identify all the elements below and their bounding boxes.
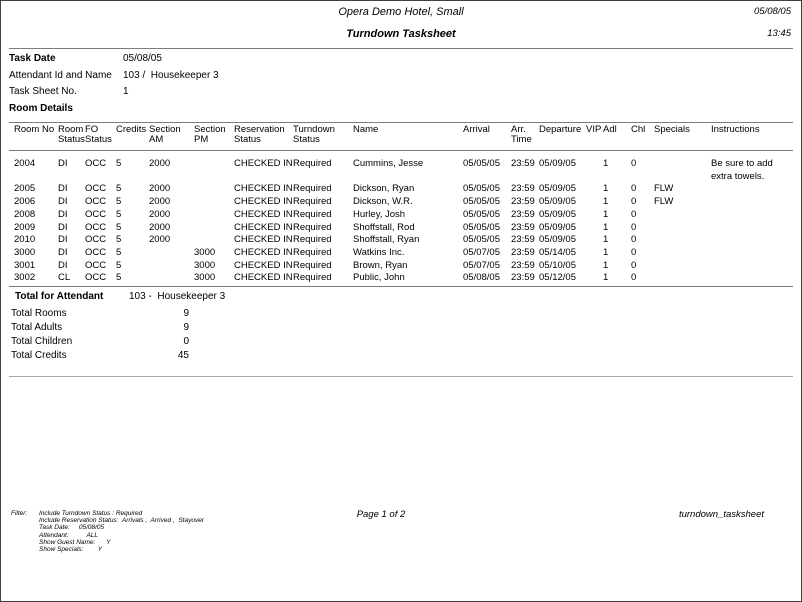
cell-reservation_status: CHECKED IN <box>234 246 293 258</box>
total-row-label: Total Adults <box>11 321 63 333</box>
cell-instructions <box>711 272 791 285</box>
col-header-adl: Adl <box>603 124 617 135</box>
cell-chl: 0 <box>631 259 637 271</box>
filter-label: Filter: <box>11 510 28 517</box>
cell-reservation_status: CHECKED IN <box>234 259 293 271</box>
print-date: 05/08/05 <box>754 6 791 17</box>
cell-section_pm <box>194 234 234 247</box>
cell-name: Shoffstall, Rod <box>353 221 415 233</box>
task-sheet-no-row <box>1 86 801 101</box>
cell-arr_time: 23:59 <box>511 221 535 233</box>
cell-credits: 5 <box>116 272 122 284</box>
cell-adl: 1 <box>603 272 609 284</box>
cell-vip <box>586 222 603 235</box>
cell-section_am <box>149 247 194 260</box>
cell-adl: 1 <box>603 196 609 208</box>
cell-section_am: 2000 <box>149 196 171 208</box>
cell-name: Brown, Ryan <box>353 259 408 271</box>
cell-section_am: 2000 <box>149 158 171 169</box>
report-title: Turndown Tasksheet <box>346 28 456 40</box>
cell-room_status: DI <box>58 221 68 233</box>
cell-credits: 5 <box>116 183 122 195</box>
cell-room_no: 3002 <box>14 272 36 284</box>
cell-section_pm <box>194 183 234 196</box>
col-header-name: Name <box>353 124 379 135</box>
attendant-value: 103 / Housekeeper 3 <box>123 70 219 81</box>
cell-name: Dickson, Ryan <box>353 183 415 195</box>
table-top-divider <box>9 122 793 123</box>
cell-reservation_status: CHECKED IN <box>234 221 293 233</box>
cell-instructions <box>711 247 791 260</box>
cell-turndown_status: Required <box>293 259 332 271</box>
attendant-row <box>1 70 801 85</box>
cell-specials <box>654 234 711 247</box>
cell-adl: 1 <box>603 183 609 195</box>
cell-room_status: DI <box>58 246 68 258</box>
cell-vip <box>586 247 603 260</box>
cell-room_no: 2009 <box>14 221 36 233</box>
cell-room_no: 3001 <box>14 259 36 271</box>
col-header-turndown_status: Turndown Status <box>293 124 335 145</box>
table-row <box>14 209 791 222</box>
table-row <box>14 150 791 183</box>
task-date-row <box>1 53 801 68</box>
col-header-section_pm: Section PM <box>194 124 226 145</box>
cell-turndown_status: Required <box>293 158 332 169</box>
cell-arr_time: 23:59 <box>511 158 535 169</box>
cell-adl: 1 <box>603 259 609 271</box>
total-row-label: Total Credits <box>11 349 67 361</box>
cell-specials <box>654 272 711 285</box>
cell-fo_status: OCC <box>85 183 107 195</box>
total-row-label: Total Rooms <box>11 308 67 319</box>
cell-specials <box>654 247 711 260</box>
cell-turndown_status: Required <box>293 246 332 258</box>
cell-credits: 5 <box>116 259 122 271</box>
cell-room_no: 2004 <box>14 158 36 169</box>
cell-departure: 05/09/05 <box>539 183 576 195</box>
table-row <box>14 234 791 247</box>
col-header-arrival: Arrival <box>463 124 490 135</box>
cell-reservation_status: CHECKED IN <box>234 158 293 169</box>
filter-line: Task Date: 05/08/05 <box>39 524 105 532</box>
cell-room_no: 3000 <box>14 246 36 258</box>
cell-room_no: 2008 <box>14 208 36 220</box>
cell-arrival: 05/07/05 <box>463 246 500 258</box>
cell-name: Cummins, Jesse <box>353 158 424 169</box>
cell-section_am: 2000 <box>149 221 171 233</box>
cell-departure: 05/09/05 <box>539 158 576 169</box>
cell-vip <box>586 209 603 222</box>
cell-chl: 0 <box>631 208 637 220</box>
cell-reservation_status: CHECKED IN <box>234 272 293 284</box>
cell-section_pm <box>194 222 234 235</box>
col-header-instructions: Instructions <box>711 124 760 135</box>
cell-specials: FLW <box>654 183 674 195</box>
cell-arr_time: 23:59 <box>511 259 535 271</box>
cell-name: Public, John <box>353 272 405 284</box>
total-row-label: Total Children <box>11 335 73 347</box>
room-details-heading: Room Details <box>9 103 73 114</box>
cell-specials <box>654 260 711 273</box>
cell-vip <box>586 150 603 183</box>
task-sheet-no-value: 1 <box>123 86 129 97</box>
col-header-chl: Chl <box>631 124 646 135</box>
cell-turndown_status: Required <box>293 221 332 233</box>
cell-section_am: 2000 <box>149 183 171 195</box>
cell-reservation_status: CHECKED IN <box>234 183 293 195</box>
cell-section_pm: 3000 <box>194 272 216 284</box>
cell-arr_time: 23:59 <box>511 196 535 208</box>
cell-adl: 1 <box>603 234 609 246</box>
cell-chl: 0 <box>631 234 637 246</box>
task-date-value: 05/08/05 <box>123 53 162 64</box>
col-header-vip: VIP <box>586 124 602 135</box>
body-bottom-divider <box>9 376 793 377</box>
cell-chl: 0 <box>631 246 637 258</box>
cell-instructions <box>711 183 791 196</box>
cell-section_pm <box>194 150 234 183</box>
cell-fo_status: OCC <box>85 221 107 233</box>
cell-credits: 5 <box>116 234 122 246</box>
col-header-room_no: Room No <box>14 124 55 135</box>
cell-section_pm <box>194 209 234 222</box>
cell-chl: 0 <box>631 158 637 169</box>
cell-turndown_status: Required <box>293 183 332 195</box>
filter-line: Show Guest Name: Y <box>39 538 111 546</box>
total-row-value: 9 <box>183 321 189 333</box>
total-row-value: 0 <box>183 335 189 347</box>
cell-departure: 05/09/05 <box>539 208 576 220</box>
cell-room_status: DI <box>58 208 68 220</box>
cell-arr_time: 23:59 <box>511 272 535 284</box>
cell-fo_status: OCC <box>85 208 107 220</box>
cell-arrival: 05/05/05 <box>463 208 500 220</box>
total-row <box>1 308 801 322</box>
col-header-credits: Credits <box>116 124 147 135</box>
cell-turndown_status: Required <box>293 196 332 208</box>
col-header-section_am: Section AM <box>149 124 181 145</box>
cell-room_no: 2005 <box>14 183 36 195</box>
cell-instructions <box>711 209 791 222</box>
page-number: Page 1 of 2 <box>356 509 406 520</box>
col-header-departure: Departure <box>539 124 582 135</box>
cell-arrival: 05/05/05 <box>463 234 500 246</box>
report-file-name: turndown_tasksheet <box>678 509 764 520</box>
cell-chl: 0 <box>631 183 637 195</box>
cell-arr_time: 23:59 <box>511 208 535 220</box>
table-header-row <box>14 125 791 150</box>
col-header-specials: Specials <box>654 124 690 135</box>
totals-rows <box>1 308 801 364</box>
table-header <box>14 125 791 150</box>
cell-chl: 0 <box>631 196 637 208</box>
cell-fo_status: OCC <box>85 259 107 271</box>
cell-instructions <box>711 260 791 273</box>
cell-fo_status: OCC <box>85 234 107 246</box>
cell-instructions <box>711 196 791 209</box>
cell-arr_time: 23:59 <box>511 183 535 195</box>
cell-name: Dickson, W.R. <box>353 196 413 208</box>
cell-arrival: 05/05/05 <box>463 183 500 195</box>
cell-credits: 5 <box>116 246 122 258</box>
cell-turndown_status: Required <box>293 234 332 246</box>
cell-specials <box>654 150 711 183</box>
table-row <box>14 222 791 235</box>
cell-reservation_status: CHECKED IN <box>234 208 293 220</box>
total-row <box>1 336 801 350</box>
cell-name: Hurley, Josh <box>353 208 406 220</box>
total-row-value: 9 <box>183 308 189 319</box>
table-row <box>14 272 791 285</box>
cell-section_pm: 3000 <box>194 259 216 271</box>
cell-room_no: 2006 <box>14 196 36 208</box>
filter-line: Include Reservation Status: Arrivals , Arrived , Stayover <box>39 517 204 525</box>
cell-turndown_status: Required <box>293 208 332 220</box>
cell-chl: 0 <box>631 272 637 284</box>
cell-credits: 5 <box>116 196 122 208</box>
cell-adl: 1 <box>603 246 609 258</box>
cell-room_status: CL <box>58 272 71 284</box>
cell-room_status: DI <box>58 196 68 208</box>
col-header-fo_status: FO Status <box>85 124 112 145</box>
total-row <box>1 322 801 336</box>
col-header-reservation_status: Reservation Status <box>234 124 285 145</box>
cell-departure: 05/09/05 <box>539 234 576 246</box>
cell-arr_time: 23:59 <box>511 234 535 246</box>
print-time: 13:45 <box>767 28 791 39</box>
total-row <box>1 350 801 364</box>
cell-section_am: 2000 <box>149 208 171 220</box>
cell-departure: 05/14/05 <box>539 246 576 258</box>
cell-vip <box>586 234 603 247</box>
cell-arrival: 05/08/05 <box>463 272 500 284</box>
cell-adl: 1 <box>603 221 609 233</box>
total-for-attendant-value: 103 - Housekeeper 3 <box>129 291 226 302</box>
cell-room_status: DI <box>58 183 68 195</box>
cell-arrival: 05/05/05 <box>463 158 500 169</box>
cell-room_no: 2010 <box>14 234 36 246</box>
cell-room_status: DI <box>58 259 68 271</box>
col-header-room_status: Room Status <box>58 124 85 145</box>
cell-room_status: DI <box>58 234 68 246</box>
room-details-table <box>14 125 791 285</box>
totals-top-divider <box>9 286 793 287</box>
cell-departure: 05/12/05 <box>539 272 576 284</box>
filter-line: Show Specials: Y <box>39 546 103 554</box>
cell-departure: 05/09/05 <box>539 196 576 208</box>
attendant-label: Attendant Id and Name <box>9 70 112 81</box>
table-row <box>14 196 791 209</box>
table-body <box>14 150 791 285</box>
cell-departure: 05/10/05 <box>539 259 576 271</box>
col-header-arr_time: Arr. Time <box>511 124 532 145</box>
cell-instructions <box>711 222 791 235</box>
table-row <box>14 247 791 260</box>
cell-fo_status: OCC <box>85 272 107 284</box>
cell-adl: 1 <box>603 158 609 169</box>
cell-instructions <box>711 234 791 247</box>
cell-specials <box>654 222 711 235</box>
cell-name: Watkins Inc. <box>353 246 405 258</box>
cell-fo_status: OCC <box>85 196 107 208</box>
cell-vip <box>586 196 603 209</box>
cell-arr_time: 23:59 <box>511 246 535 258</box>
cell-adl: 1 <box>603 208 609 220</box>
cell-fo_status: OCC <box>85 158 107 169</box>
filter-line: Include Turndown Status : Required <box>39 510 143 517</box>
cell-instructions: Be sure to add extra towels. <box>711 158 773 182</box>
cell-fo_status: OCC <box>85 246 107 258</box>
cell-vip <box>586 272 603 285</box>
total-row-value: 45 <box>177 349 189 361</box>
cell-credits: 5 <box>116 158 122 169</box>
cell-departure: 05/09/05 <box>539 221 576 233</box>
cell-chl: 0 <box>631 221 637 233</box>
cell-arrival: 05/07/05 <box>463 259 500 271</box>
task-date-label: Task Date <box>9 53 56 64</box>
cell-section_pm: 3000 <box>194 246 216 258</box>
cell-arrival: 05/05/05 <box>463 221 500 233</box>
cell-section_am <box>149 260 194 273</box>
cell-specials: FLW <box>654 196 674 208</box>
table-row <box>14 183 791 196</box>
cell-vip <box>586 260 603 273</box>
cell-section_am <box>149 272 194 285</box>
cell-section_am: 2000 <box>149 234 171 246</box>
cell-name: Shoffstall, Ryan <box>353 234 420 246</box>
filter-line: Attendant: ALL <box>39 531 99 539</box>
cell-arrival: 05/05/05 <box>463 196 500 208</box>
cell-reservation_status: CHECKED IN <box>234 234 293 246</box>
task-sheet-no-label: Task Sheet No. <box>9 86 77 97</box>
cell-reservation_status: CHECKED IN <box>234 196 293 208</box>
cell-room_status: DI <box>58 158 68 169</box>
table-row <box>14 260 791 273</box>
total-for-attendant-label: Total for Attendant <box>15 291 104 302</box>
cell-turndown_status: Required <box>293 272 332 284</box>
cell-vip <box>586 183 603 196</box>
cell-specials <box>654 209 711 222</box>
header-divider <box>9 48 793 49</box>
hotel-name: Opera Demo Hotel, Small <box>338 6 464 18</box>
cell-credits: 5 <box>116 208 122 220</box>
cell-section_pm <box>194 196 234 209</box>
cell-credits: 5 <box>116 221 122 233</box>
